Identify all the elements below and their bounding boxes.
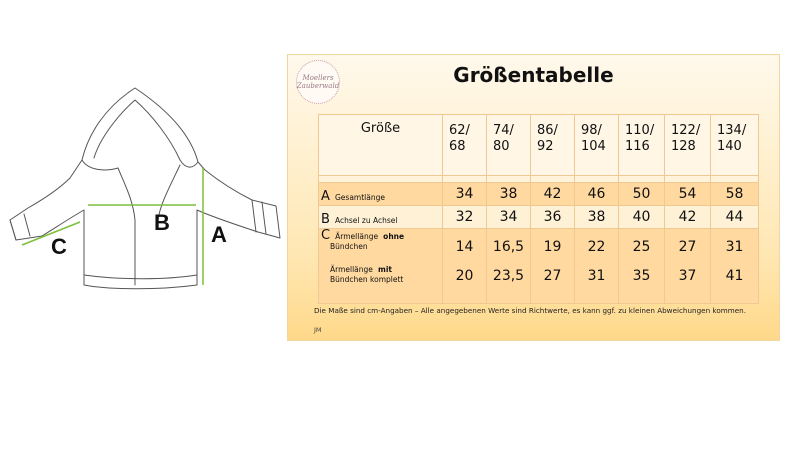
table-cell: 46 — [575, 183, 619, 206]
table-cell: 27 37 — [665, 229, 711, 304]
size-header-cell: 122/ 128 — [665, 115, 711, 176]
size-header-cell: 74/ 80 — [487, 115, 531, 176]
table-cell: 54 — [665, 183, 711, 206]
size-table — [318, 114, 759, 304]
table-cell: 34 — [487, 206, 531, 229]
table-cell: 16,5 23,5 — [487, 229, 531, 304]
table-cell: 22 31 — [575, 229, 619, 304]
table-header-row — [319, 115, 759, 176]
table-row — [319, 183, 759, 206]
table-cell: 31 41 — [711, 229, 759, 304]
table-cell: 42 — [665, 206, 711, 229]
size-header-cell: 98/ 104 — [575, 115, 619, 176]
size-header-cell: 86/ 92 — [531, 115, 575, 176]
table-cell: 38 — [575, 206, 619, 229]
brand-logo: Moellers Zauberwald — [296, 60, 340, 104]
size-header-cell: 110/ 116 — [619, 115, 665, 176]
label-a: A — [211, 222, 227, 247]
table-cell: 32 — [443, 206, 487, 229]
row-label-b: B Achsel zu Achsel — [319, 206, 443, 229]
size-chart-card — [288, 55, 779, 340]
author-initials: JM — [314, 326, 322, 334]
table-cell: 14 20 — [443, 229, 487, 304]
label-c: C — [51, 234, 67, 259]
table-cell: 38 — [487, 183, 531, 206]
footnote: Die Maße sind cm-Angaben – Alle angegebenen Werte sind Richtwerte, es kann ggf. zu kleinen Abweichungen kommen. — [314, 306, 746, 315]
label-b: B — [154, 210, 170, 235]
table-cell: 58 — [711, 183, 759, 206]
table-cell: 50 — [619, 183, 665, 206]
table-cell: 42 — [531, 183, 575, 206]
size-header-cell: 62/ 68 — [443, 115, 487, 176]
table-cell: 34 — [443, 183, 487, 206]
table-row — [319, 229, 759, 304]
size-header-label: Größe — [319, 115, 443, 176]
table-cell: 44 — [711, 206, 759, 229]
row-label-a: A Gesamtlänge — [319, 183, 443, 206]
row-label-c: C Ärmellänge ohne Bündchen Ärmellänge mit Bündchen komplett — [319, 229, 443, 304]
jacket-sketch-icon — [0, 0, 290, 300]
table-cell: 25 35 — [619, 229, 665, 304]
table-cell: 19 27 — [531, 229, 575, 304]
table-cell: 36 — [531, 206, 575, 229]
page-title: Größentabelle — [453, 63, 614, 87]
table-cell: 40 — [619, 206, 665, 229]
size-header-cell: 134/ 140 — [711, 115, 759, 176]
table-row — [319, 206, 759, 229]
